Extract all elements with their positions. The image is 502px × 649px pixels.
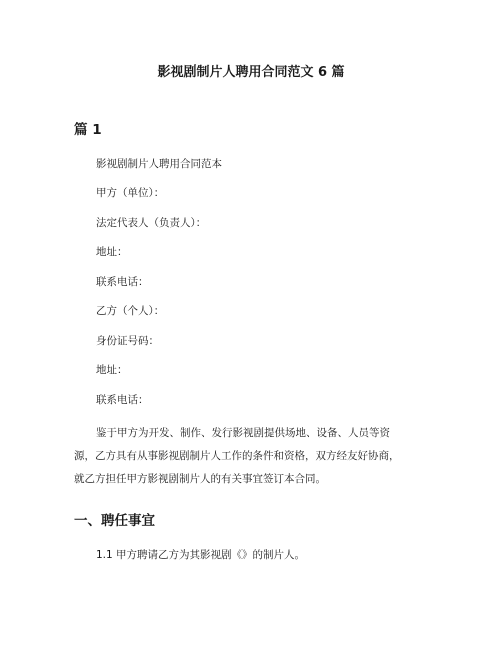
party-b-phone-label: 联系电话： [96, 394, 149, 406]
party-a-phone-label: 联系电话： [96, 276, 149, 288]
preamble-line-1: 鉴于甲方为开发、制作、发行影视剧提供场地、设备、人员等资 [96, 427, 390, 439]
contract-subtitle: 影视剧制片人聘用合同范本 [96, 158, 222, 170]
party-a-address-label: 地址： [96, 246, 128, 258]
party-b-label: 乙方（个人）： [96, 305, 165, 317]
preamble-line-2: 源，乙方具有从事影视剧制片人工作的条件和资格，双方经友好协商， [74, 450, 400, 462]
part-heading: 篇 1 [74, 122, 102, 138]
id-number-label: 身份证号码： [96, 335, 159, 347]
party-b-address-label: 地址： [96, 364, 128, 376]
clause-1-1: 1.1 甲方聘请乙方为其影视剧《》的制片人。 [96, 549, 306, 561]
preamble-paragraph [74, 422, 440, 491]
legal-representative-label: 法定代表人（负责人）： [96, 217, 207, 229]
preamble-line-3: 就乙方担任甲方影视剧制片人的有关事宜签订本合同。 [74, 473, 326, 485]
document-title: 影视剧制片人聘用合同范文 6 篇 [157, 65, 345, 80]
section-heading: 一、聘任事宜 [74, 513, 155, 529]
party-a-label: 甲方（单位）： [96, 187, 165, 199]
